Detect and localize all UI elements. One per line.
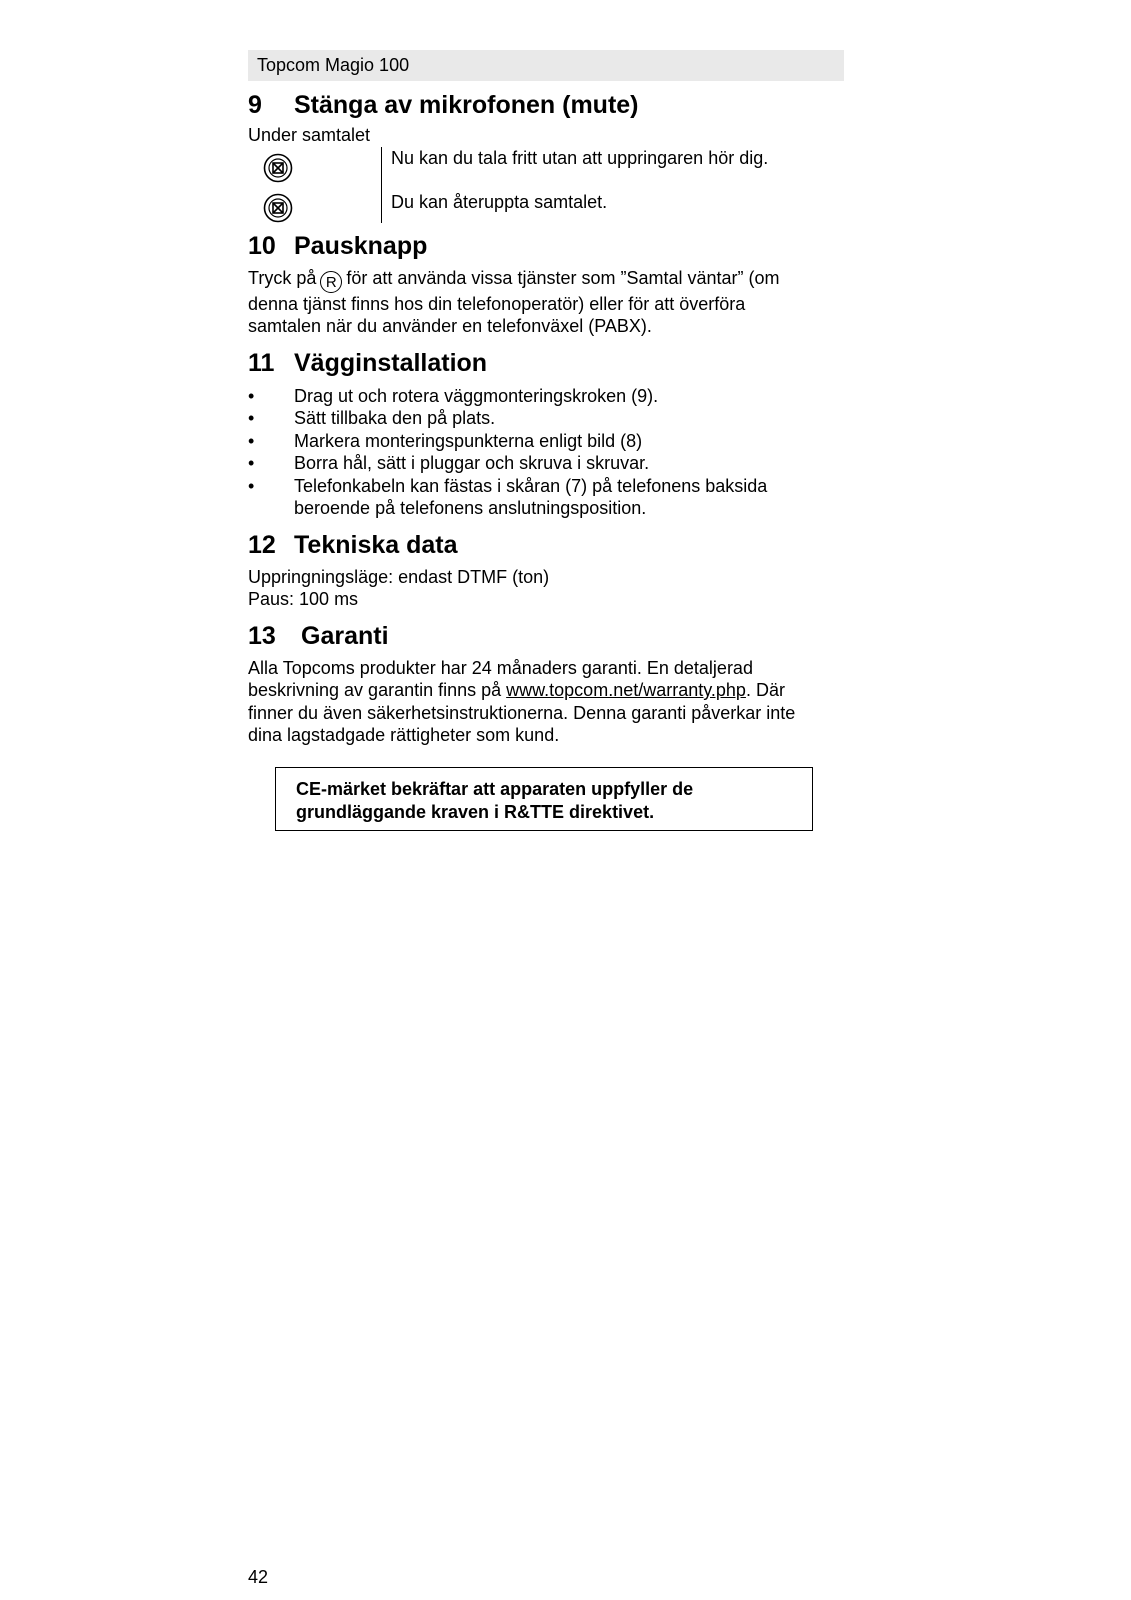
section-title: Pausknapp	[294, 231, 428, 260]
list-item	[248, 407, 844, 430]
text-line: Paus: 100 ms	[248, 589, 359, 609]
ce-notice-line: grundläggande kraven i R&TTE direktivet.	[296, 802, 655, 822]
section-10-paragraph	[248, 267, 844, 338]
section-9-intro: Under samtalet	[248, 125, 371, 145]
page-number: 42	[248, 1567, 269, 1587]
mute-icon	[263, 153, 293, 183]
ce-notice-box	[275, 767, 813, 831]
mute-table	[248, 147, 844, 223]
list-item-text: beroende på telefonens anslutningsposition.	[294, 498, 647, 518]
section-title: Tekniska data	[294, 530, 458, 559]
text-line: finner du även säkerhetsinstruktionerna. Denna garanti påverkar inte	[248, 702, 796, 723]
list-item	[248, 475, 844, 520]
installation-list	[248, 385, 844, 520]
r-key-icon: R	[320, 271, 342, 293]
section-10-heading	[248, 231, 844, 261]
list-item	[248, 430, 844, 453]
text-fragment: . Där	[745, 680, 785, 700]
list-item-text: Telefonkabeln kan fästas i skåran (7) på telefonens baksida	[294, 475, 768, 496]
text-line: samtalen när du använder en telefonväxel (PABX).	[248, 316, 652, 336]
bullet: •	[248, 385, 255, 406]
list-item-text: Markera monteringspunkterna enligt bild (8)	[294, 430, 643, 451]
section-13-heading	[248, 621, 844, 651]
warranty-link[interactable]: www.topcom.net/warranty.php	[506, 680, 746, 700]
list-item-text: Sätt tillbaka den på plats.	[294, 408, 496, 428]
mute-row-1	[248, 147, 844, 183]
text-line: dina lagstadgade rättigheter som kund.	[248, 725, 560, 745]
mute-icon	[263, 193, 293, 223]
section-9-heading	[248, 90, 844, 120]
mute-row-text: Du kan återuppta samtalet.	[391, 191, 608, 212]
section-number: 13	[248, 621, 276, 650]
text-line: denna tjänst finns hos din telefonoperatör) eller för att överföra	[248, 293, 746, 314]
text-line: Alla Topcoms produkter har 24 månaders garanti. En detaljerad	[248, 657, 753, 678]
mute-row-2	[248, 187, 844, 223]
text-line: Uppringningsläge: endast DTMF (ton)	[248, 566, 550, 587]
section-11-heading	[248, 348, 844, 378]
running-header: Topcom Magio 100	[248, 50, 844, 81]
text-fragment: Tryck på	[248, 267, 317, 288]
section-title: Vägginstallation	[294, 348, 488, 377]
text-fragment: beskrivning av garantin finns på	[248, 680, 507, 700]
bullet: •	[248, 475, 255, 496]
section-12-heading	[248, 530, 844, 560]
document-page	[248, 50, 844, 747]
list-item	[248, 385, 844, 408]
section-number: 11	[248, 348, 275, 377]
list-item	[248, 452, 844, 475]
bullet: •	[248, 453, 255, 473]
section-title: Garanti	[301, 621, 389, 650]
text-fragment: för att använda vissa tjänster som ”Samtal väntar” (om	[346, 267, 780, 288]
section-title: Stänga av mikrofonen (mute)	[294, 91, 639, 119]
section-12-paragraph	[248, 566, 844, 611]
mute-row-text: Nu kan du tala fritt utan att uppringaren hör dig.	[391, 147, 769, 168]
ce-notice-line: CE-märket bekräftar att apparaten uppfyller de	[296, 779, 694, 799]
section-number: 10	[248, 231, 276, 260]
bullet: •	[248, 408, 255, 428]
section-13-paragraph	[248, 657, 844, 747]
section-number: 9	[248, 91, 262, 119]
bullet: •	[248, 430, 255, 451]
list-item-text: Drag ut och rotera väggmonteringskroken (9).	[294, 385, 659, 406]
section-number: 12	[248, 530, 276, 559]
list-item-text: Borra hål, sätt i pluggar och skruva i skruvar.	[294, 453, 650, 473]
